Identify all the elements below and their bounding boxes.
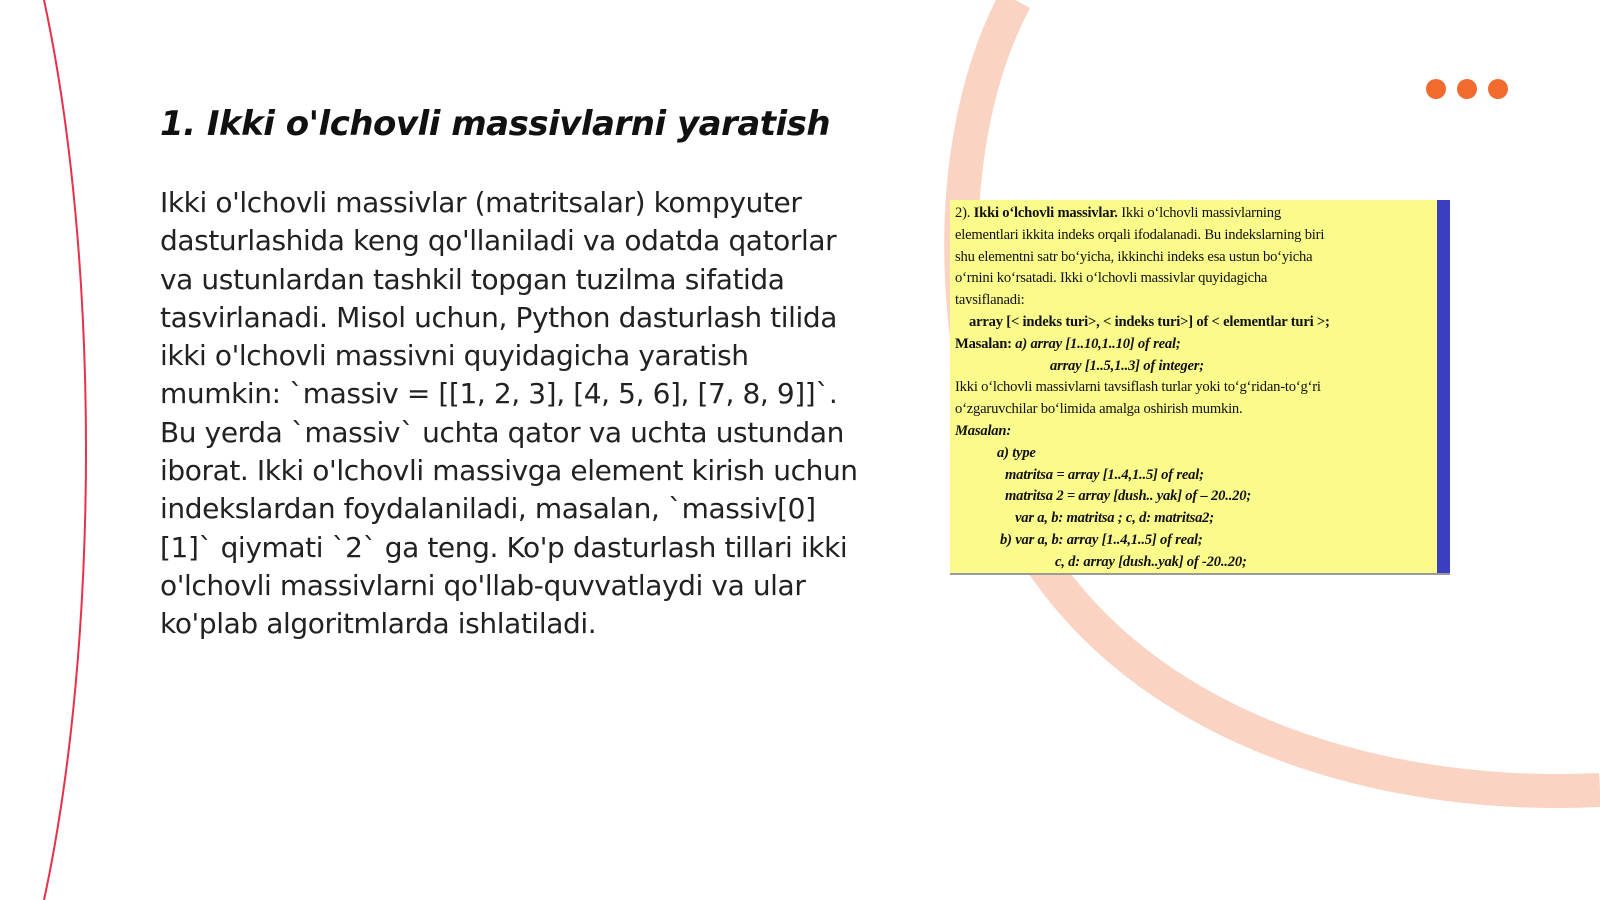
menu-dots (1426, 79, 1508, 99)
figure-section-number: 2). (955, 205, 971, 221)
figure-line: Ikki o‘lchovli massivlarni tavsiflash turlar yoki to‘g‘ridan-to‘g‘ri (955, 379, 1321, 396)
figure-code: a) array [1..10,1..10] of real; (1015, 335, 1181, 352)
figure-code-line: var a, b: matritsa ; c, d: matritsa2; (1015, 510, 1214, 527)
figure-line: o‘zgaruvchilar bo‘limida amalga oshirish mumkin. (955, 401, 1243, 418)
figure-line-text: Ikki o‘lchovli massivlarning (1121, 205, 1281, 221)
dot-icon (1457, 79, 1477, 99)
code-figure (950, 200, 1450, 575)
figure-line (955, 334, 1430, 356)
dot-icon (1426, 79, 1446, 99)
figure-code-line: b) var a, b: array [1..4,1..5] of real; (1000, 531, 1203, 548)
figure-code-line: matritsa = array [1..4,1..5] of real; (1005, 466, 1204, 483)
left-curve-line (44, 0, 86, 900)
slide-title: 1. Ikki o'lchovli massivlarni yaratish (160, 104, 831, 144)
figure-code-line: matritsa 2 = array [dush.. yak] of – 20..20; (1005, 488, 1251, 505)
dot-icon (1488, 79, 1508, 99)
figure-code-line: c, d: array [dush..yak] of -20..20; (1055, 553, 1247, 570)
figure-line: elementlari ikkita indeks orqali ifodalanadi. Bu indekslarning biri (955, 226, 1325, 243)
figure-line (955, 203, 1430, 225)
figure-code-line: a) type (997, 444, 1036, 461)
figure-text (955, 203, 1430, 574)
slide-body-text: Ikki o'lchovli massivlar (matritsalar) kompyuter dasturlashida keng qo'llaniladi va odatda qatorlar va ustunlardan tashkil topgan tuzilma sifatida tasvirlanadi. Misol uchun, Python dasturlash tilida ikki o'lchovli massivni quyidagicha yaratish mumkin: `massiv = [[1, 2, 3], [4, 5, 6], [7, 8, 9]]`. Bu yerda `massiv` uchta qator va uchta ustundan iborat. Ikki o'lchovli massivga element kirish uchun indekslardan foydalaniladi, masalan, `massiv[0][1]` qiymati `2` ga teng. Ko'p dasturlash tillari ikki o'lchovli massivlarni qo'llab-quvvatlaydi va ular ko'plab algoritmlarda ishlatiladi. (160, 186, 858, 641)
figure-syntax-line: array [< indeks turi>, < indeks turi>] of < elementlar turi >; (969, 313, 1330, 330)
figure-line: o‘rnini ko‘rsatadi. Ikki o‘lchovli massivlar quyidagicha (955, 270, 1268, 287)
figure-code-line: array [1..5,1..3] of integer; (1050, 357, 1204, 374)
figure-example-label: Masalan: (955, 335, 1012, 352)
figure-line: shu elementni satr bo‘yicha, ikkinchi indeks esa ustun bo‘yicha (955, 248, 1313, 265)
figure-heading: Ikki o‘lchovli massivlar. (973, 205, 1118, 221)
figure-side-bar (1437, 200, 1450, 573)
figure-example-label: Masalan: (955, 422, 1011, 439)
figure-line: tavsiflanadi: (955, 292, 1025, 309)
